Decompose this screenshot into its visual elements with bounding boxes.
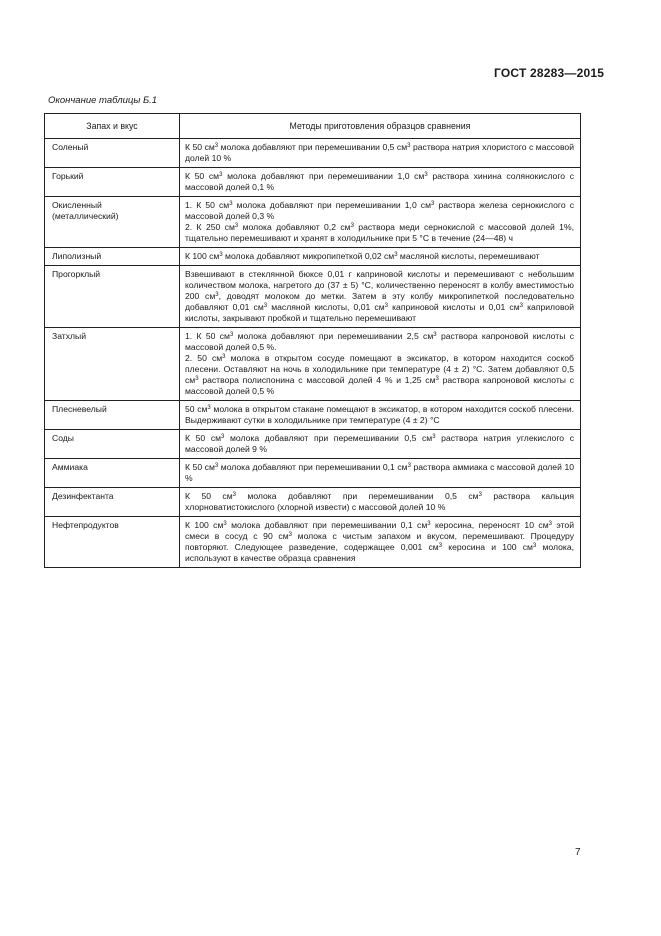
method-cell [180, 197, 581, 248]
odor-name-cell [45, 266, 180, 328]
method-paragraph: К 50 $см^3$ молока добавляют при перемешивании 1,0 $см^3$ раствора хинина солянокислого с массовой долей 0,1 % [185, 171, 575, 192]
column-header-method: Методы приготовления образцов сравнения [180, 114, 581, 139]
method-cell [180, 488, 581, 517]
method-paragraph: К 50 $см^3$ молока добавляют при перемешивании 0,5 $см^3$ раствора кальция хлорноватистокислого (хлорной извести) с массовой долей 10 % [185, 491, 574, 512]
method-paragraph: К 100 $см^3$ молока добавляют при перемешивании 0,1 $см^3$ керосина, переносят 10 $см^3$ этой смеси в сосуд с 90 $см^3$ молока с чистым запахом и вкусом, перемешивают. Процедуру повторяют. Следующее разведение, содержащее 0,001 $см^3$ керосина и 100 $см^3$ молока, используют в качестве образца сравнения [185, 520, 575, 563]
method-paragraph: 2. К 250 $см^3$ молока добавляют 0,2 $см^3$ раствора меди сернокислой с массовой долей 1%, тщательно перемешивают и хранят в холодильнике при 5 °С в течение (24—48) ч [185, 222, 574, 243]
odor-name-cell [45, 401, 180, 430]
table-row [45, 168, 581, 197]
table-row [45, 459, 581, 488]
table-row [45, 139, 581, 168]
method-cell [180, 459, 581, 488]
standard-number: ГОСТ 28283—2015 [494, 66, 605, 80]
method-cell [180, 401, 581, 430]
odor-name: Горький [52, 171, 84, 181]
table-row [45, 248, 581, 266]
odor-name-cell [45, 488, 180, 517]
odor-name-cell [45, 517, 180, 568]
odor-name: Дезинфектанта [52, 491, 114, 501]
odor-name-cell [45, 139, 180, 168]
method-cell [180, 139, 581, 168]
odor-name-cell [45, 248, 180, 266]
method-paragraph: 1. К 50 $см^3$ молока добавляют при перемешивании 1,0 $см^3$ раствора железа сернокислого с массовой долей 0,3 % [185, 200, 574, 221]
odor-name: Липолизный [52, 251, 102, 261]
odor-name-cell [45, 328, 180, 401]
table-row [45, 517, 581, 568]
method-paragraph: 2. 50 $см^3$ молока в открытом сосуде помещают в эксикатор, в котором находится соскоб плесени. Оставляют на ночь в холодильнике при температуре (4 ± 2) °С. Затем добавляют 0,5 $см^3$ раствора полиспонина с массовой долей 4 % и 1,25 $см^3$ раствора капроновой кислоты с массовой долей 0,5 % [185, 353, 574, 396]
method-paragraph: К 100 $см^3$ молока добавляют микропипеткой 0,02 $см^3$ масляной кислоты, перемешивают [185, 251, 540, 261]
method-paragraph: 1. К 50 $см^3$ молока добавляют при перемешивании 2,5 $см^3$ раствора капроновой кислоты с массовой долей 0,5 %. [185, 331, 575, 352]
method-cell [180, 168, 581, 197]
method-paragraph: К 50 $см^3$ молока добавляют при перемешивании 0,5 $см^3$ раствора натрия углекислого с массовой долей 9 % [185, 433, 574, 454]
method-paragraph: К 50 $см^3$ молока добавляют при перемешивании 0,5 $см^3$ раствора натрия хлористого с массовой долей 10 % [185, 142, 575, 163]
table-row [45, 197, 581, 248]
table-row [45, 266, 581, 328]
odor-name: Прогорклый [52, 269, 101, 279]
table-header-row [45, 114, 581, 139]
column-header-odor: Запах и вкус [45, 114, 180, 139]
table-body [45, 139, 581, 568]
odor-name: Аммиака [52, 462, 88, 472]
method-cell [180, 430, 581, 459]
table-row [45, 488, 581, 517]
odor-name: Окисленный [52, 200, 102, 210]
odor-name-cell [45, 168, 180, 197]
method-paragraph: 50 $см^3$ молока в открытом стакане помещают в эксикатор, в котором находится соскоб плесени. Выдерживают сутки в холодильнике при температуре (4 ± 2) °С [185, 404, 575, 425]
table-row [45, 430, 581, 459]
table-caption: Окончание таблицы Б.1 [48, 95, 158, 106]
odor-name: Плесневелый [52, 404, 107, 414]
odor-name: (металлический) [52, 211, 119, 221]
page-number: 7 [575, 847, 581, 858]
comparison-samples-table [44, 113, 581, 568]
method-cell [180, 517, 581, 568]
odor-name: Соды [52, 433, 74, 443]
odor-name-cell [45, 459, 180, 488]
method-paragraph: Взвешивают в стеклянной бюксе 0,01 г каприновой кислоты и перемешивают с небольшим количеством молока, нагретого до (37 ± 5) °С, количественно переносят в колбу вместимостью 200 $см^3$, доводят молоком до метки. Затем в эту колбу микропипеткой последовательно добавляют 0,01 $см^3$ масляной кислоты, 0,01 $см^3$ каприновой кислоты и 0,01 $см^3$ каприловой кислоты, закрывают пробкой и тщательно перемешивают [185, 269, 574, 323]
method-cell [180, 328, 581, 401]
table-row [45, 328, 581, 401]
odor-name-cell [45, 430, 180, 459]
method-paragraph: К 50 $см^3$ молока добавляют при перемешивании 0,1 $см^3$ раствора аммиака с массовой долей 10 % [185, 462, 575, 483]
method-cell [180, 248, 581, 266]
method-cell [180, 266, 581, 328]
table-row [45, 401, 581, 430]
odor-name: Нефтепродуктов [52, 520, 119, 530]
odor-name: Соленый [52, 142, 89, 152]
odor-name-cell [45, 197, 180, 248]
odor-name: Затхлый [52, 331, 87, 341]
